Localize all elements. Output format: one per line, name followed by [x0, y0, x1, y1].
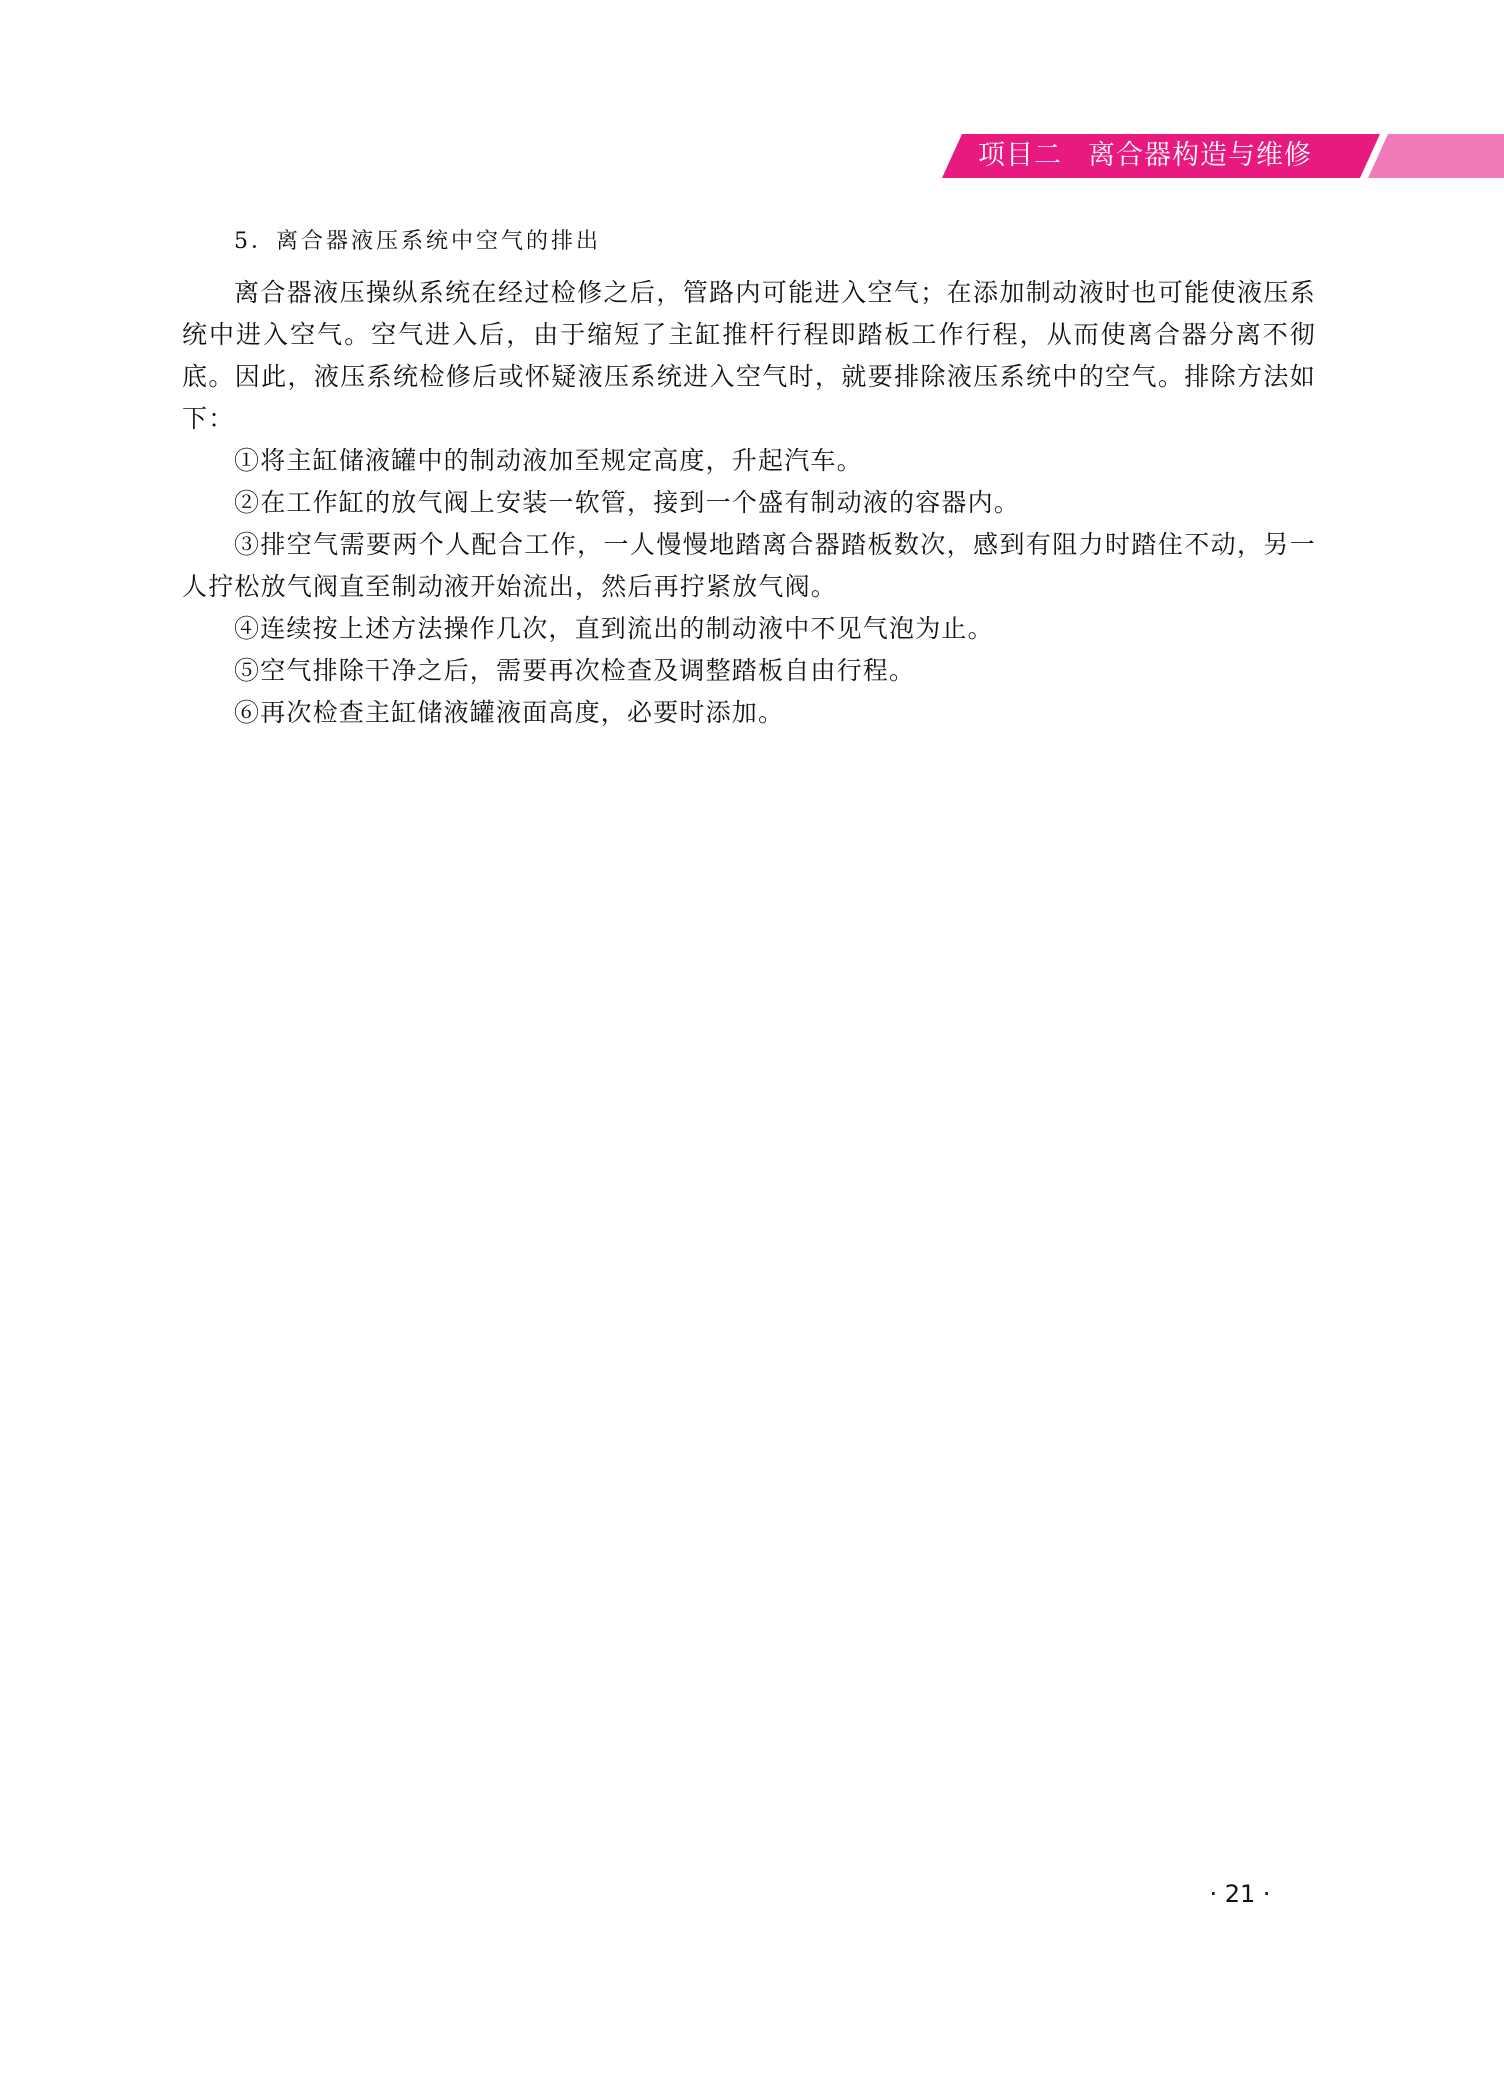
step-item-4: ④连续按上述方法操作几次，直到流出的制动液中不见气泡为止。: [234, 614, 994, 643]
step-item-1: ①将主缸储液罐中的制动液加至规定高度，升起汽车。: [234, 446, 863, 475]
page-number: · 21 ·: [1209, 1880, 1271, 1908]
intro-paragraph: 离合器液压操纵系统在经过检修之后，管路内可能进入空气；在添加制动液时也可能使液压系统中进入空气。空气进入后，由于缩短了主缸推杆行程即踏板工作行程，从而使离合器分离不彻底。因此，液压系统检修后或怀疑液压系统进入空气时，就要排除液压系统中的空气。排除方法如下：: [182, 278, 1316, 433]
step-item-2: ②在工作缸的放气阀上安装一软管，接到一个盛有制动液的容器内。: [234, 488, 1021, 517]
page-body: [182, 222, 1316, 734]
section-heading: 5．离合器液压系统中空气的排出: [234, 229, 601, 254]
running-header: [978, 136, 1312, 176]
page-header: [0, 0, 1504, 180]
step-item-3: ③排空气需要两个人配合工作，一人慢慢地踏离合器踏板数次，感到有阻力时踏住不动，另一人拧松放气阀直至制动液开始流出，然后再拧紧放气阀。: [182, 530, 1316, 601]
header-project-label: 项目二: [978, 140, 1062, 171]
header-banner-extension: [1368, 134, 1504, 178]
step-item-6: ⑥再次检查主缸储液罐液面高度，必要时添加。: [234, 698, 785, 727]
header-chapter-title: 离合器构造与维修: [1088, 140, 1312, 171]
step-item-5: ⑤空气排除干净之后，需要再次检查及调整踏板自由行程。: [234, 656, 916, 685]
